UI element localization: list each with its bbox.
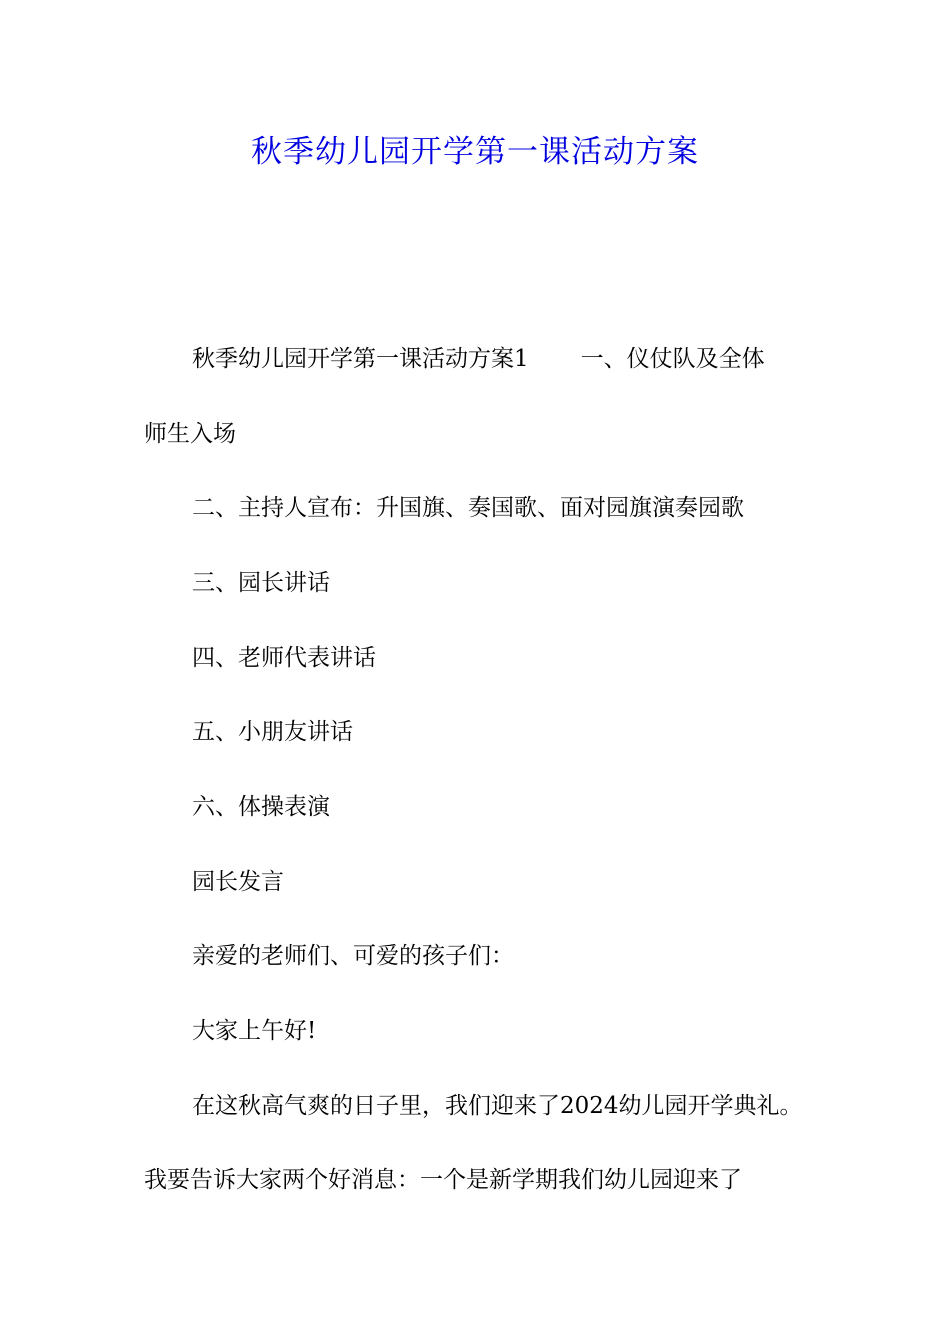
paragraph-line: 在这秋高气爽的日子里，我们迎来了2024幼儿园开学典礼。 [192,1093,803,1119]
paragraph-line: 六、体操表演 [192,794,330,820]
paragraph-line: 二、主持人宣布：升国旗、奏国歌、面对园旗演奏园歌 [192,495,744,521]
paragraph-line: 园长发言 [192,869,284,895]
item-one-text: 一、仪仗队及全体 [580,346,765,372]
paragraph-line: 我要告诉大家两个好消息：一个是新学期我们幼儿园迎来了 [144,1167,742,1193]
paragraph-line: 四、老师代表讲话 [192,645,376,671]
paragraph-line: 亲爱的老师们、可爱的孩子们： [192,943,514,969]
paragraph-line: 大家上午好! [192,1018,317,1044]
paragraph-line: 三、园长讲话 [192,570,330,596]
document-title: 秋季幼儿园开学第一课活动方案 [251,134,699,170]
plan-heading: 秋季幼儿园开学第一课活动方案1 [192,346,529,372]
paragraph-line: 五、小朋友讲话 [192,719,353,745]
paragraph-line [192,343,765,375]
paragraph-line: 师生入场 [144,421,236,447]
